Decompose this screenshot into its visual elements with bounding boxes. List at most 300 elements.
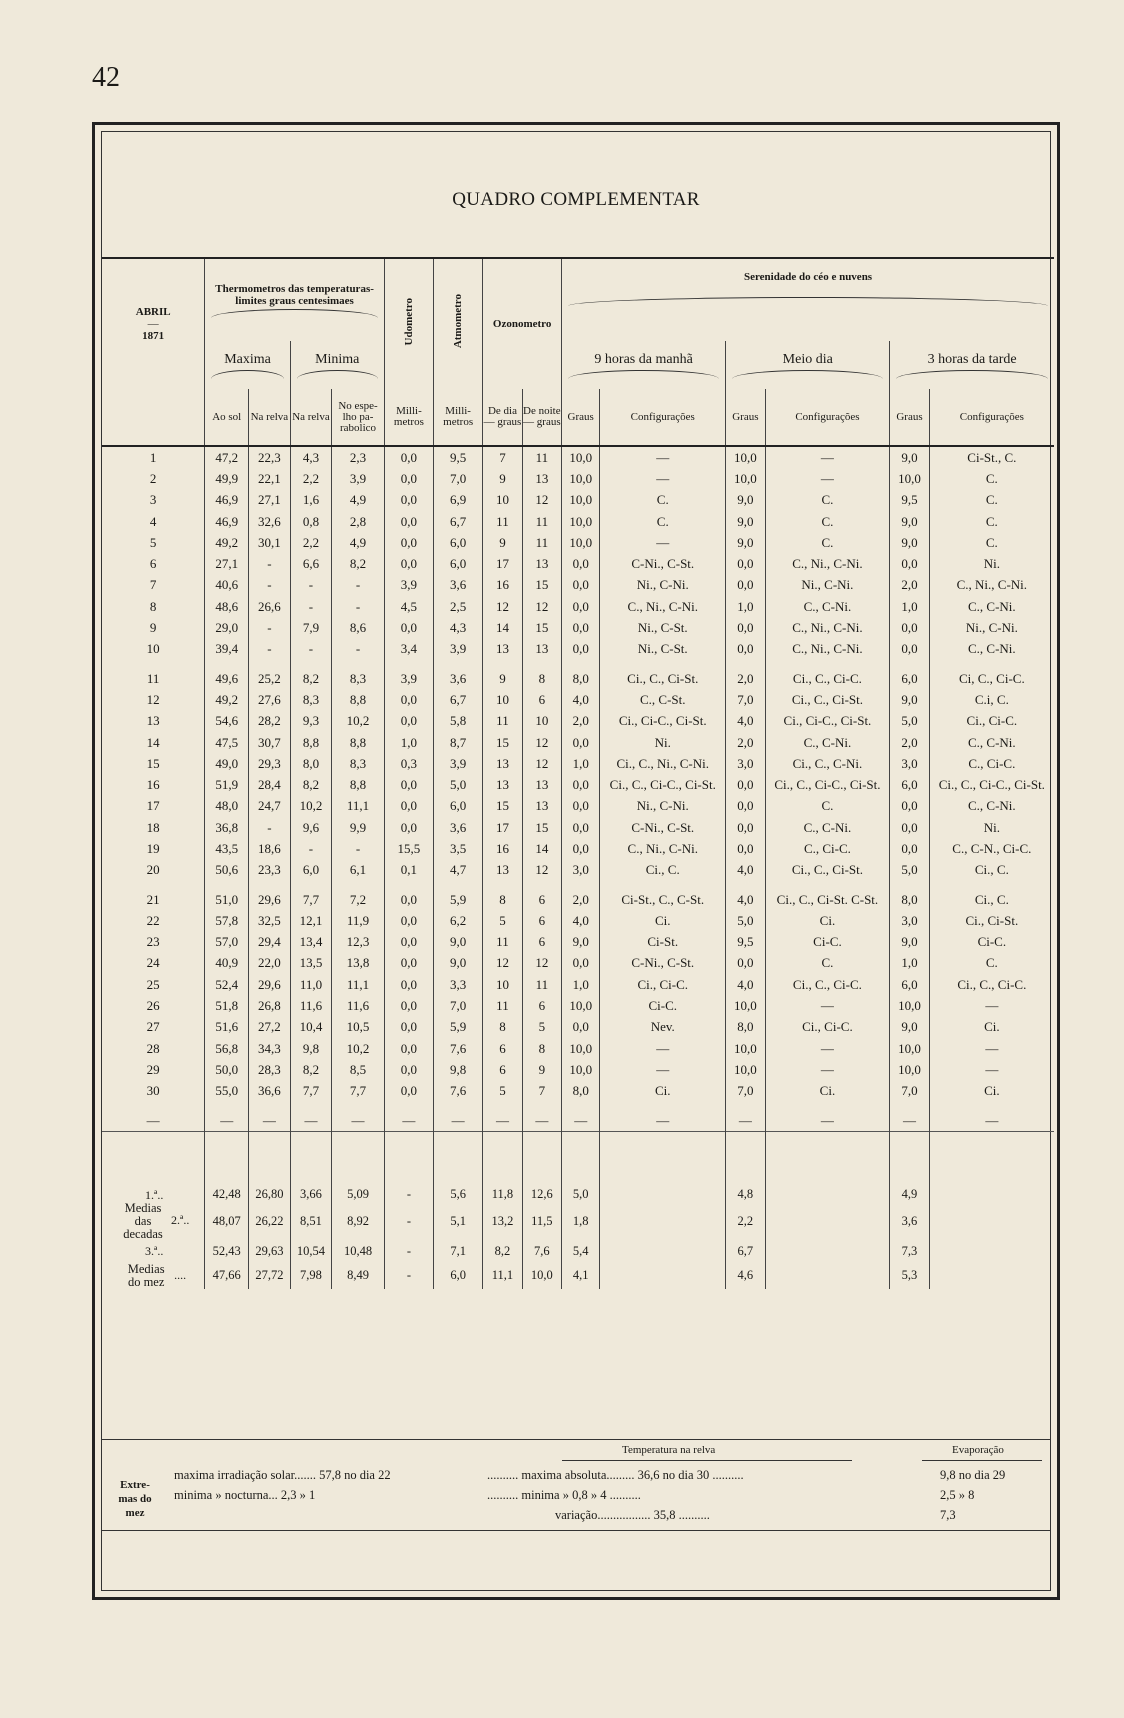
- table-cell: 13: [483, 774, 522, 795]
- table-cell: 6: [522, 689, 561, 710]
- table-cell: 0,0: [384, 617, 433, 638]
- mean-cell: 10,0: [522, 1263, 561, 1289]
- table-cell: 0,0: [562, 953, 600, 974]
- table-cell: 4,0: [726, 889, 765, 910]
- table-cell: 1,0: [562, 974, 600, 995]
- mean-cell: 4,8: [726, 1132, 765, 1202]
- table-cell: 51,9: [205, 774, 249, 795]
- table-cell: 10,0: [562, 490, 600, 511]
- day-cell: 21: [146, 891, 160, 907]
- table-cell: Ni., C-Ni.: [600, 796, 726, 817]
- table-cell: 24,7: [249, 796, 291, 817]
- table-cell: Ci., C., Ci-C., Ci-St.: [929, 774, 1054, 795]
- gap-cell: [483, 881, 522, 889]
- gap-cell: [562, 881, 600, 889]
- table-cell: 8: [522, 668, 561, 689]
- table-cell: 12: [522, 490, 561, 511]
- table-cell: 28,2: [249, 711, 291, 732]
- table-cell: 48,0: [205, 796, 249, 817]
- table-cell: —: [765, 446, 890, 468]
- table-cell: 8,7: [434, 732, 483, 753]
- table-cell: 4,0: [726, 860, 765, 881]
- mean-cell: 29,63: [249, 1241, 291, 1263]
- table-cell: 10,0: [726, 1059, 765, 1080]
- table-cell: 13: [483, 639, 522, 660]
- table-cell: 46,9: [205, 490, 249, 511]
- table-cell: 6: [522, 932, 561, 953]
- minima-label: Minima: [315, 351, 360, 367]
- header-row-columns: [102, 389, 1054, 446]
- table-cell: 11: [522, 511, 561, 532]
- table-cell: —: [929, 1038, 1054, 1059]
- table-cell: C., C-Ni.: [765, 596, 890, 617]
- table-cell: 29,6: [249, 889, 291, 910]
- table-cell: 10,0: [562, 1059, 600, 1080]
- table-cell: 27,2: [249, 1017, 291, 1038]
- table-cell: 0,0: [726, 575, 765, 596]
- gap-cell: [929, 660, 1054, 668]
- table-cell: 2,2: [290, 468, 332, 489]
- table-cell: -: [290, 639, 332, 660]
- gap-cell: [562, 660, 600, 668]
- table-cell: Ni.: [929, 817, 1054, 838]
- table-row: [102, 732, 1054, 753]
- stub-header: [102, 258, 205, 389]
- day-cell: 6: [149, 556, 157, 572]
- decade-gap: [102, 660, 1054, 668]
- table-cell: —: [600, 532, 726, 553]
- table-cell: C., C-Ni.: [765, 817, 890, 838]
- table-cell: Ci., C., Ci-C.: [765, 668, 890, 689]
- table-cell: 28,3: [249, 1059, 291, 1080]
- table-cell: -: [290, 575, 332, 596]
- table-cell: 9: [483, 468, 522, 489]
- table-cell: 50,0: [205, 1059, 249, 1080]
- table-cell: 27,6: [249, 689, 291, 710]
- table-cell: 12,1: [290, 910, 332, 931]
- tres-horas-label: 3 horas da tarde: [927, 351, 1017, 367]
- table-cell: 13: [522, 553, 561, 574]
- table-cell: 34,3: [249, 1038, 291, 1059]
- table-cell: Ci., C., C-Ni.: [765, 753, 890, 774]
- gap-cell: [205, 1102, 249, 1110]
- table-row: [102, 711, 1054, 732]
- table-cell: 0,0: [890, 817, 929, 838]
- mean-cell: [600, 1263, 726, 1289]
- table-cell: 7,7: [332, 1081, 385, 1102]
- table-cell: —: [765, 1038, 890, 1059]
- gap-cell: [726, 1102, 765, 1110]
- table-cell: 0,0: [384, 910, 433, 931]
- table-cell: 52,4: [205, 974, 249, 995]
- table-cell: 49,2: [205, 532, 249, 553]
- table-cell: 0,0: [890, 553, 929, 574]
- table-cell: 8,0: [890, 889, 929, 910]
- table-cell: 0,0: [562, 796, 600, 817]
- mean-cell: 10,48: [332, 1241, 385, 1263]
- table-cell: 57,0: [205, 932, 249, 953]
- table-cell: 6,0: [890, 974, 929, 995]
- table-cell: Ci.: [765, 1081, 890, 1102]
- table-cell: 6,9: [434, 490, 483, 511]
- table-cell: 0,0: [726, 774, 765, 795]
- table-cell: 7,0: [890, 1081, 929, 1102]
- table-cell: 17: [483, 553, 522, 574]
- day-cell: 1: [149, 449, 157, 465]
- table-cell: C., Ni., C-Ni.: [929, 575, 1054, 596]
- table-cell: —: [600, 1110, 726, 1132]
- table-cell: 3,9: [332, 468, 385, 489]
- col-udometro-unit: Milli- metros: [384, 389, 433, 446]
- table-cell: 3,4: [384, 639, 433, 660]
- table-cell: 0,0: [384, 689, 433, 710]
- atmometro-header: [434, 258, 483, 389]
- month-mean-row: [102, 1263, 1054, 1289]
- mean-cell: 26,80: [249, 1132, 291, 1202]
- table-cell: 0,0: [562, 817, 600, 838]
- table-cell: 9,5: [434, 446, 483, 468]
- maxima-header: [205, 341, 290, 389]
- table-cell: 7: [522, 1081, 561, 1102]
- thermometros-label: Thermometros das temperaturas-limites graus centesimaes: [215, 282, 374, 307]
- table-row: [102, 617, 1054, 638]
- table-cell: 16: [483, 838, 522, 859]
- header-row-subgroups: [102, 341, 1054, 389]
- table-cell: —: [929, 995, 1054, 1016]
- mean-cell: 11,8: [483, 1132, 522, 1202]
- table-cell: Ci., C., Ci-C., Ci-St.: [600, 774, 726, 795]
- table-cell: 11: [522, 446, 561, 468]
- table-cell: —: [332, 1110, 385, 1132]
- table-cell: —: [765, 1059, 890, 1080]
- mean-label-text: Medias das decadas: [123, 1200, 163, 1241]
- brace-shape: [211, 370, 283, 379]
- gap-cell: [249, 881, 291, 889]
- table-row: [102, 689, 1054, 710]
- col-na-relva-min: Na relva: [290, 389, 332, 446]
- table-cell: 9,5: [726, 932, 765, 953]
- table-cell: -: [290, 838, 332, 859]
- table-cell: 4,5: [384, 596, 433, 617]
- decade-gap: [102, 1102, 1054, 1110]
- table-cell: 0,0: [890, 639, 929, 660]
- mean-cell: 42,48: [205, 1132, 249, 1202]
- table-cell: —: [290, 1110, 332, 1132]
- table-cell: 3,6: [434, 575, 483, 596]
- table-cell: Ci-C.: [600, 995, 726, 1016]
- gap-cell: [290, 881, 332, 889]
- table-title: QUADRO COMPLEMENTAR: [452, 189, 700, 210]
- table-cell: 0,0: [726, 553, 765, 574]
- gap-cell: [290, 1102, 332, 1110]
- table-cell: 5,9: [434, 889, 483, 910]
- gap-cell: [726, 660, 765, 668]
- table-cell: 7,6: [434, 1038, 483, 1059]
- table-cell: 11,1: [332, 974, 385, 995]
- table-row: [102, 974, 1054, 995]
- table-cell: C., Ni., C-Ni.: [765, 639, 890, 660]
- table-cell: 10,0: [726, 446, 765, 468]
- table-cell: 8,8: [332, 689, 385, 710]
- table-cell: 26,8: [249, 995, 291, 1016]
- table-cell: 22,1: [249, 468, 291, 489]
- table-cell: —: [384, 1110, 433, 1132]
- table-cell: 13: [483, 860, 522, 881]
- table-cell: 15: [522, 817, 561, 838]
- gap-cell: [332, 881, 385, 889]
- table-cell: 32,6: [249, 511, 291, 532]
- col-config-meio-dia: Configurações: [765, 389, 890, 446]
- table-cell: 13: [522, 796, 561, 817]
- table-row: [102, 910, 1054, 931]
- table-cell: C., Ci-C.: [765, 838, 890, 859]
- day-cell: 5: [149, 534, 157, 550]
- table-cell: 0,0: [384, 889, 433, 910]
- table-cell: 10,0: [726, 468, 765, 489]
- table-cell: 26,6: [249, 596, 291, 617]
- table-cell: 3,0: [562, 860, 600, 881]
- evap-variacao: 7,3: [940, 1508, 956, 1522]
- table-cell: 3,6: [434, 817, 483, 838]
- day-cell: 16: [146, 777, 160, 793]
- means-body: [102, 1132, 1054, 1289]
- gap-cell: [434, 660, 483, 668]
- table-cell: -: [249, 639, 291, 660]
- table-cell: 0,0: [384, 446, 433, 468]
- gap-cell: [600, 660, 726, 668]
- col-config-9h: Configurações: [600, 389, 726, 446]
- table-row: [102, 596, 1054, 617]
- mean-cell: 4,1: [562, 1263, 600, 1289]
- day-cell: 22: [146, 912, 160, 928]
- mean-cell: 13,2: [483, 1202, 522, 1241]
- day-cell: 12: [146, 691, 160, 707]
- table-cell: 7,6: [434, 1081, 483, 1102]
- mean-cell: [600, 1241, 726, 1263]
- table-cell: 2,0: [562, 889, 600, 910]
- stub-blank: [102, 389, 205, 446]
- table-cell: C., C-Ni.: [929, 596, 1054, 617]
- mean-cell: 12,6: [522, 1132, 561, 1202]
- relva-variacao: variação................. 35,8 ..........: [555, 1508, 710, 1522]
- nove-horas-header: [562, 341, 726, 389]
- table-cell: 9,0: [434, 932, 483, 953]
- maxima-label: Maxima: [224, 351, 271, 367]
- table-cell: 8,0: [726, 1017, 765, 1038]
- table-cell: 8: [522, 1038, 561, 1059]
- table-cell: 11: [522, 974, 561, 995]
- day-cell: 25: [146, 976, 160, 992]
- relva-minima: .......... minima » 0,8 » 4 ..........: [487, 1488, 641, 1502]
- table-cell: Ni., C-Ni.: [765, 575, 890, 596]
- evap-max: 9,8 no dia 29: [940, 1468, 1006, 1482]
- gap-cell: [929, 881, 1054, 889]
- table-row: [102, 796, 1054, 817]
- table-cell: 5,0: [726, 910, 765, 931]
- table-cell: 0,0: [384, 1017, 433, 1038]
- table-cell: Ci., Ci-St.: [929, 910, 1054, 931]
- col-ozono-noite: De noite — graus: [522, 389, 561, 446]
- table-cell: 0,0: [726, 953, 765, 974]
- table-cell: 0,0: [562, 639, 600, 660]
- table-cell: 10,0: [562, 446, 600, 468]
- ozonometro-label: Ozonometro: [492, 318, 552, 330]
- table-cell: 4,0: [726, 711, 765, 732]
- mean-cell: 8,51: [290, 1202, 332, 1241]
- table-row: [102, 860, 1054, 881]
- table-cell: 9,0: [890, 446, 929, 468]
- table-cell: 5,0: [890, 711, 929, 732]
- table-row: [102, 532, 1054, 553]
- table-row: [102, 1038, 1054, 1059]
- table-cell: 7: [483, 446, 522, 468]
- table-cell: 8,3: [332, 753, 385, 774]
- table-cell: Ni.: [929, 553, 1054, 574]
- mean-cell: 5,0: [562, 1132, 600, 1202]
- table-cell: 9,0: [890, 689, 929, 710]
- table-cell: 12: [522, 732, 561, 753]
- table-cell: 10: [483, 974, 522, 995]
- decade-mean-row: [102, 1241, 1054, 1263]
- gap-cell: [890, 881, 929, 889]
- extremes-section: [102, 1439, 1050, 1531]
- gap-cell: [522, 1102, 561, 1110]
- mean-cell: [765, 1241, 890, 1263]
- table-cell: 8,0: [562, 668, 600, 689]
- table-cell: 16: [483, 575, 522, 596]
- day-cell: 20: [146, 862, 160, 878]
- table-cell: Ci., C., Ci-St.: [765, 860, 890, 881]
- table-cell: 11: [483, 511, 522, 532]
- table-cell: 1,0: [726, 596, 765, 617]
- mean-cell: 3,66: [290, 1132, 332, 1202]
- table-cell: 49,2: [205, 689, 249, 710]
- table-cell: 7,7: [290, 1081, 332, 1102]
- table-cell: 28,4: [249, 774, 291, 795]
- table-cell: 4,0: [562, 910, 600, 931]
- table-cell: Ci., Ci-C.: [600, 974, 726, 995]
- table-cell: 17: [483, 817, 522, 838]
- mean-cell: -: [384, 1132, 433, 1202]
- table-cell: 48,6: [205, 596, 249, 617]
- gap-cell: [434, 1102, 483, 1110]
- mean-cell: 6,0: [434, 1263, 483, 1289]
- table-cell: 9,0: [890, 532, 929, 553]
- mean-label: [102, 1241, 205, 1263]
- table-cell: 3,0: [890, 910, 929, 931]
- day-cell: 24: [146, 955, 160, 971]
- table-cell: 0,3: [384, 753, 433, 774]
- table-cell: 0,0: [384, 1059, 433, 1080]
- mean-cell: 5,3: [890, 1263, 929, 1289]
- tres-horas-header: [890, 341, 1054, 389]
- table-cell: Ci.: [765, 910, 890, 931]
- table-cell: 0,0: [384, 953, 433, 974]
- table-cell: 40,9: [205, 953, 249, 974]
- evap-min: 2,5 » 8: [940, 1488, 975, 1502]
- mean-cell: [600, 1132, 726, 1202]
- table-cell: 1,6: [290, 490, 332, 511]
- mean-cell: 26,22: [249, 1202, 291, 1241]
- gap-cell: [600, 1102, 726, 1110]
- table-cell: —: [483, 1110, 522, 1132]
- meio-dia-header: [726, 341, 890, 389]
- gap-cell: [600, 881, 726, 889]
- table-cell: C., Ni., C-Ni.: [600, 596, 726, 617]
- mean-cell: [765, 1202, 890, 1241]
- brace-shape: [896, 370, 1048, 379]
- mean-cell: 7,98: [290, 1263, 332, 1289]
- table-cell: Ni.: [600, 732, 726, 753]
- table-cell: 57,8: [205, 910, 249, 931]
- mean-cell: 47,66: [205, 1263, 249, 1289]
- table-cell: 0,0: [384, 1081, 433, 1102]
- table-cell: 8,8: [332, 732, 385, 753]
- table-cell: 5,0: [434, 774, 483, 795]
- table-cell: C., C-Ni.: [929, 732, 1054, 753]
- table-row: [102, 932, 1054, 953]
- table-cell: 5,0: [890, 860, 929, 881]
- day-cell: 4: [149, 513, 157, 529]
- table-cell: 0,0: [384, 995, 433, 1016]
- page-number: 42: [92, 62, 120, 93]
- mean-cell: 6,7: [726, 1241, 765, 1263]
- table-row: [102, 1017, 1054, 1038]
- mean-index: 3.ª..: [145, 1244, 164, 1259]
- table-cell: 11: [522, 532, 561, 553]
- table-cell: C., C-St.: [600, 689, 726, 710]
- table-cell: 0,0: [384, 553, 433, 574]
- table-cell: 9,0: [562, 932, 600, 953]
- day-cell: 10: [146, 641, 160, 657]
- meio-dia-label: Meio dia: [782, 351, 833, 367]
- table-row: [102, 468, 1054, 489]
- table-cell: 6,7: [434, 689, 483, 710]
- table-row: [102, 995, 1054, 1016]
- table-cell: 29,6: [249, 974, 291, 995]
- table-row: [102, 668, 1054, 689]
- gap-cell: [929, 1102, 1054, 1110]
- table-cell: 9,0: [890, 932, 929, 953]
- table-cell: 0,0: [890, 796, 929, 817]
- mean-cell: [765, 1263, 890, 1289]
- col-graus-meio-dia: Graus: [726, 389, 765, 446]
- table-cell: 0,0: [890, 617, 929, 638]
- table-cell: 10,0: [562, 532, 600, 553]
- table-cell: 0,1: [384, 860, 433, 881]
- table-cell: 0,0: [562, 617, 600, 638]
- mean-index: 2.ª..: [171, 1213, 190, 1228]
- day-cell: 9: [149, 620, 157, 636]
- table-cell: 10: [483, 689, 522, 710]
- table-cell: 8,6: [332, 617, 385, 638]
- table-row: [102, 446, 1054, 468]
- table-cell: 46,9: [205, 511, 249, 532]
- table-cell: Ci., C., Ci-C.: [765, 974, 890, 995]
- table-cell: 13: [522, 639, 561, 660]
- table-cell: 9,0: [434, 953, 483, 974]
- mean-cell: 7,1: [434, 1241, 483, 1263]
- table-cell: —: [434, 1110, 483, 1132]
- table-cell: 8,2: [290, 1059, 332, 1080]
- table-cell: 10,0: [562, 1038, 600, 1059]
- table-cell: 4,7: [434, 860, 483, 881]
- table-cell: C.: [765, 511, 890, 532]
- table-cell: 9: [522, 1059, 561, 1080]
- mean-label: [102, 1263, 205, 1289]
- table-cell: 0,0: [726, 796, 765, 817]
- col-graus-3h: Graus: [890, 389, 929, 446]
